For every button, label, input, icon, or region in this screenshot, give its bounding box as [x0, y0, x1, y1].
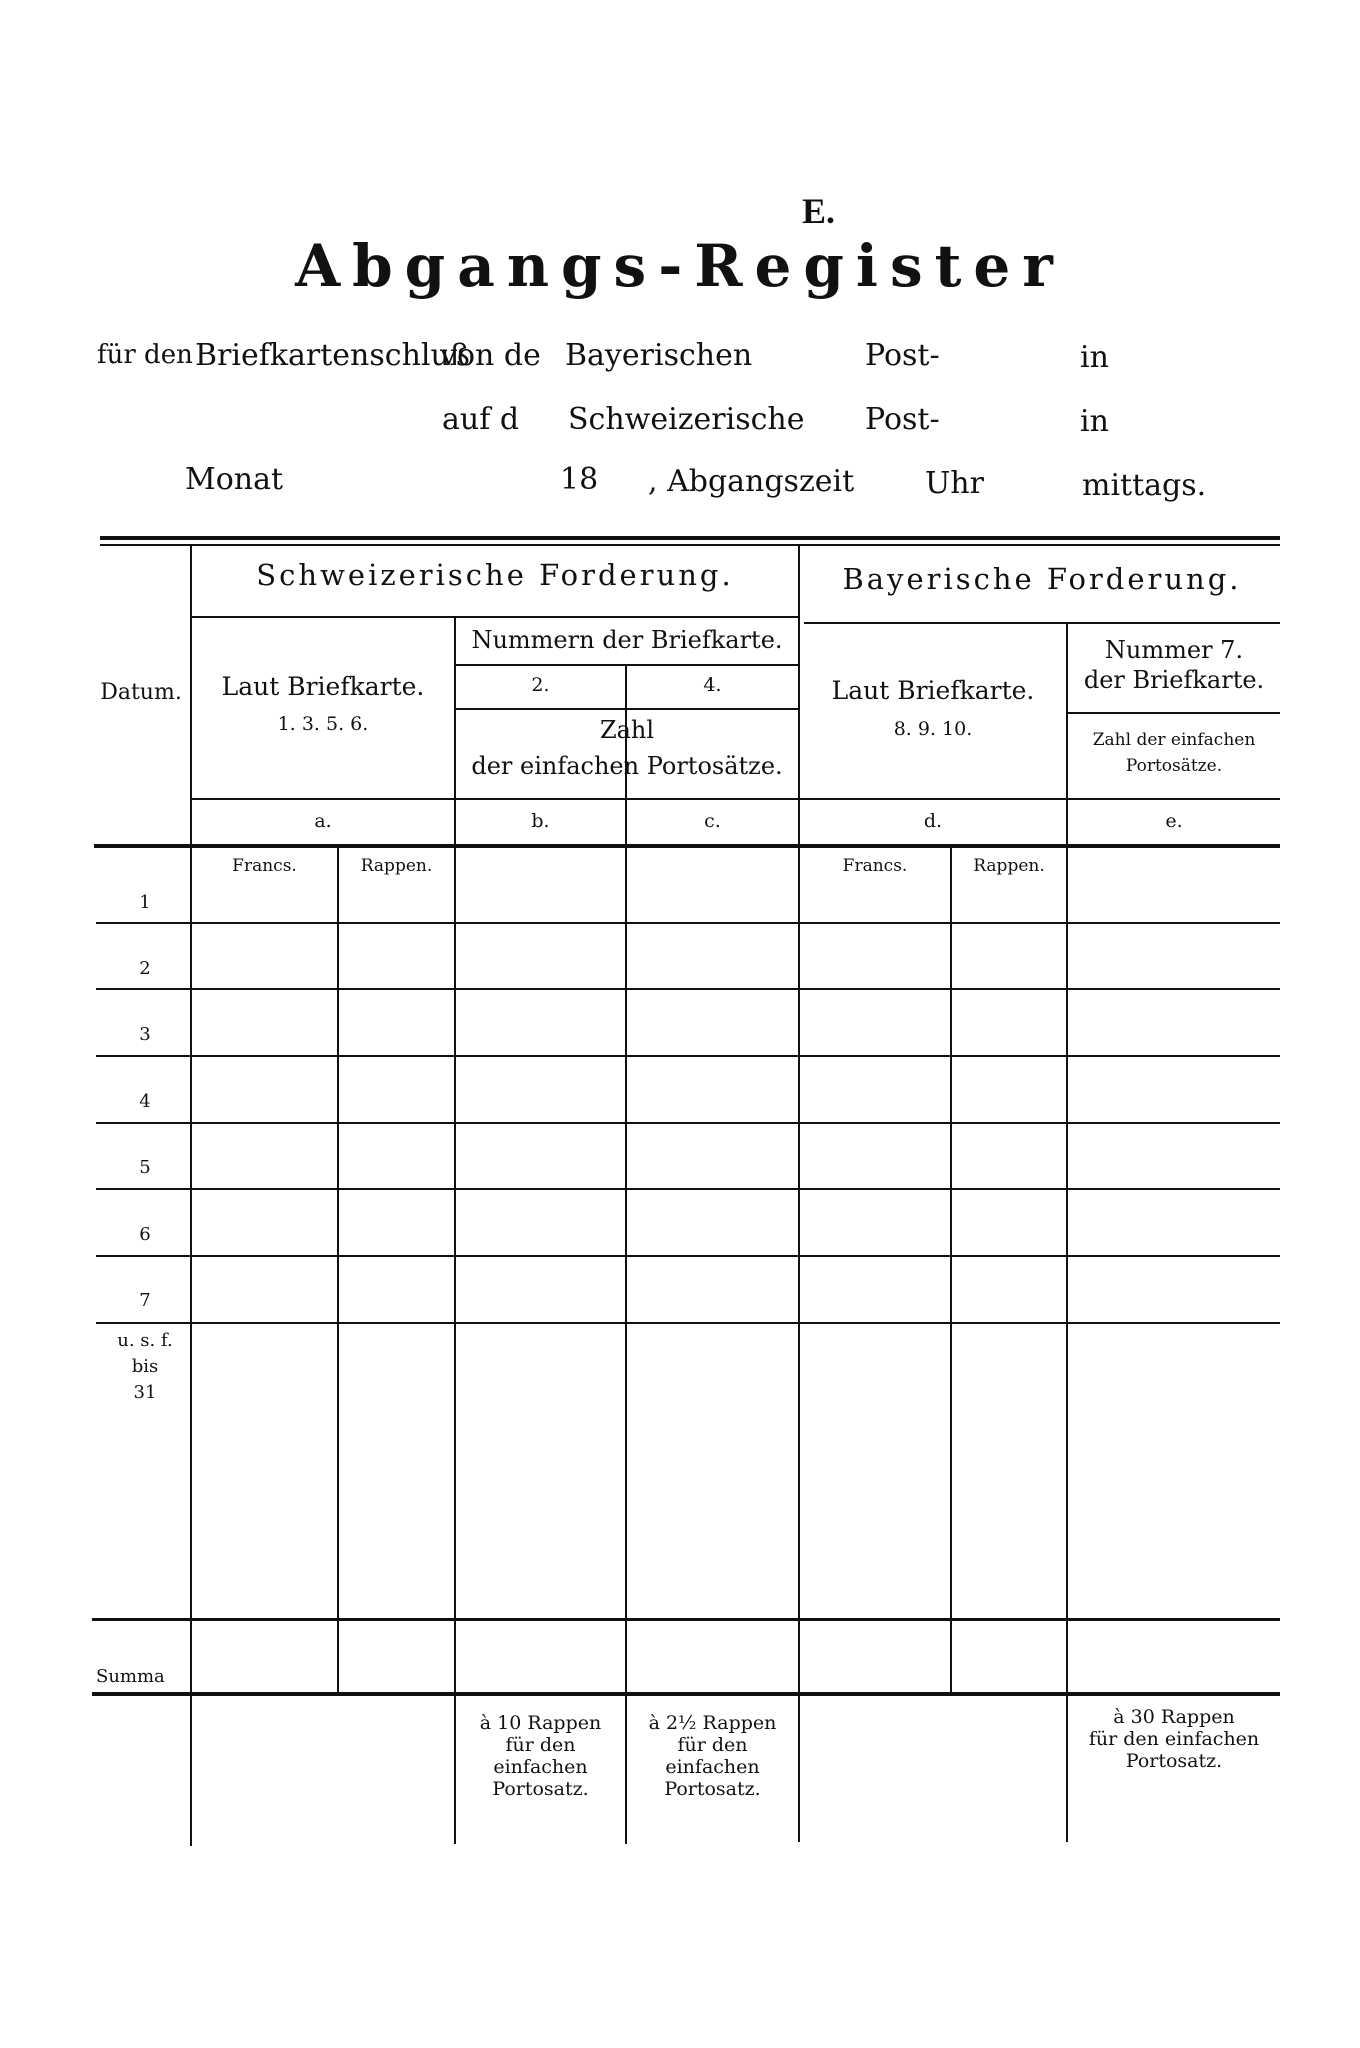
rappen-label-d: Rappen.: [973, 856, 1045, 876]
header-in-1: in: [1080, 340, 1109, 375]
vline-swiss-bav: [798, 546, 800, 1842]
note-b-line4: Portosatz.: [492, 1778, 589, 1800]
header-abgangszeit: , Abgangszeit: [648, 464, 855, 499]
bav-forderung-header: Bayerische Forderung.: [842, 562, 1242, 596]
summa-bottom-rule: [92, 1692, 1280, 1696]
note-b: [456, 1712, 625, 1800]
row-rule-3: [96, 1055, 1280, 1057]
col-letter-b: b.: [531, 810, 550, 832]
vline-d-e: [1066, 624, 1068, 1842]
header-year: 18: [560, 462, 599, 497]
header-fuer-den: für den: [97, 340, 193, 370]
row-number-2: 2: [139, 958, 151, 979]
swiss-header-rule: [192, 616, 798, 618]
note-c-line3: einfachen: [665, 1756, 760, 1778]
nummer7-line1: Nummer 7.: [1104, 636, 1244, 664]
header-von-de: von de: [440, 338, 541, 373]
header-mittags: mittags.: [1082, 468, 1207, 503]
nummer7-line2: der Briefkarte.: [1083, 666, 1265, 694]
note-e-line2: für den einfachen: [1088, 1728, 1260, 1750]
nummern-header: Nummern der Briefkarte.: [471, 626, 783, 654]
letters-top-rule: [192, 798, 1280, 800]
header-schweizerische: Schweizerische: [568, 402, 805, 437]
num-rule: [456, 708, 798, 710]
header-post-2: Post-: [865, 402, 940, 437]
note-c: [627, 1712, 798, 1800]
vline-francs-rappen-a: [337, 848, 339, 1694]
summa-label: Summa: [96, 1666, 165, 1687]
top-rule-2: [100, 544, 1280, 546]
header-post-1: Post-: [865, 338, 940, 373]
zahl-e-line1: Zahl der einfachen: [1092, 730, 1256, 750]
rappen-label-a: Rappen.: [360, 856, 433, 876]
swiss-forderung-header: Schweizerische Forderung.: [256, 558, 734, 592]
note-b-line2: für den: [505, 1734, 576, 1756]
row-rule-6: [96, 1255, 1280, 1257]
row-rule-7: [96, 1322, 1280, 1324]
laut-bav-numbers: 8. 9. 10.: [893, 718, 973, 740]
row-rule-1: [96, 922, 1280, 924]
etc-line2: bis: [131, 1356, 159, 1377]
zahl-line1: Zahl: [599, 716, 655, 744]
note-b-line3: einfachen: [493, 1756, 588, 1778]
note-c-line2: für den: [677, 1734, 748, 1756]
francs-label-d: Francs.: [842, 856, 908, 876]
vline-francs-rappen-d: [950, 848, 952, 1694]
zahl-line2: der einfachen Portosätze.: [471, 752, 783, 780]
vline-b-c: [625, 666, 627, 1844]
note-e-line3: Portosatz.: [1125, 1750, 1223, 1772]
bav-header-rule: [804, 622, 1280, 624]
header-briefkartenschluss: Briefkartenschluß: [195, 338, 470, 373]
note-b-line1: à 10 Rappen: [479, 1712, 602, 1734]
note-e: [1068, 1706, 1280, 1772]
header-monat: Monat: [185, 462, 284, 497]
num-4: 4.: [703, 674, 722, 696]
datum-label: Datum.: [100, 680, 182, 705]
row-number-7: 7: [139, 1290, 151, 1311]
vline-datum: [190, 546, 192, 1846]
etc-line3: 31: [133, 1382, 157, 1403]
col-letter-c: c.: [704, 810, 721, 832]
num-2: 2.: [531, 674, 550, 696]
etc-line1: u. s. f.: [117, 1330, 173, 1351]
col-letter-a: a.: [314, 810, 332, 832]
top-rule-1: [100, 536, 1280, 540]
note-e-line1: à 30 Rappen: [1113, 1706, 1235, 1728]
row-rule-2: [96, 988, 1280, 990]
note-c-line4: Portosatz.: [664, 1778, 761, 1800]
row-number-1: 1: [139, 892, 151, 913]
header-in-2: in: [1080, 404, 1109, 439]
note-c-line1: à 2½ Rappen: [648, 1712, 777, 1734]
laut-swiss-numbers: 1. 3. 5. 6.: [277, 713, 369, 735]
page-title: Abgangs-Register: [295, 232, 1065, 300]
header-auf-d: auf d: [442, 402, 520, 437]
form-letter: E.: [801, 191, 835, 231]
col-letter-e: e.: [1165, 810, 1183, 832]
header-bayerischen: Bayerischen: [565, 338, 753, 373]
row-number-4: 4: [139, 1091, 151, 1112]
laut-briefkarte-swiss: Laut Briefkarte.: [221, 672, 425, 701]
nummern-rule: [456, 664, 798, 666]
summa-top-rule: [92, 1618, 1280, 1621]
laut-briefkarte-bav: Laut Briefkarte.: [831, 676, 1035, 705]
row-number-6: 6: [139, 1224, 151, 1245]
header-bottom-rule: [94, 844, 1280, 848]
row-number-5: 5: [139, 1157, 151, 1178]
zahl-e-line2: Portosätze.: [1125, 756, 1223, 776]
row-rule-5: [96, 1188, 1280, 1190]
francs-label-a: Francs.: [232, 856, 297, 876]
nummer7-rule: [1068, 712, 1280, 714]
row-number-3: 3: [139, 1024, 151, 1045]
row-rule-4: [96, 1122, 1280, 1124]
header-uhr: Uhr: [925, 466, 984, 501]
vline-a-b: [454, 618, 456, 1844]
col-letter-d: d.: [923, 810, 943, 832]
